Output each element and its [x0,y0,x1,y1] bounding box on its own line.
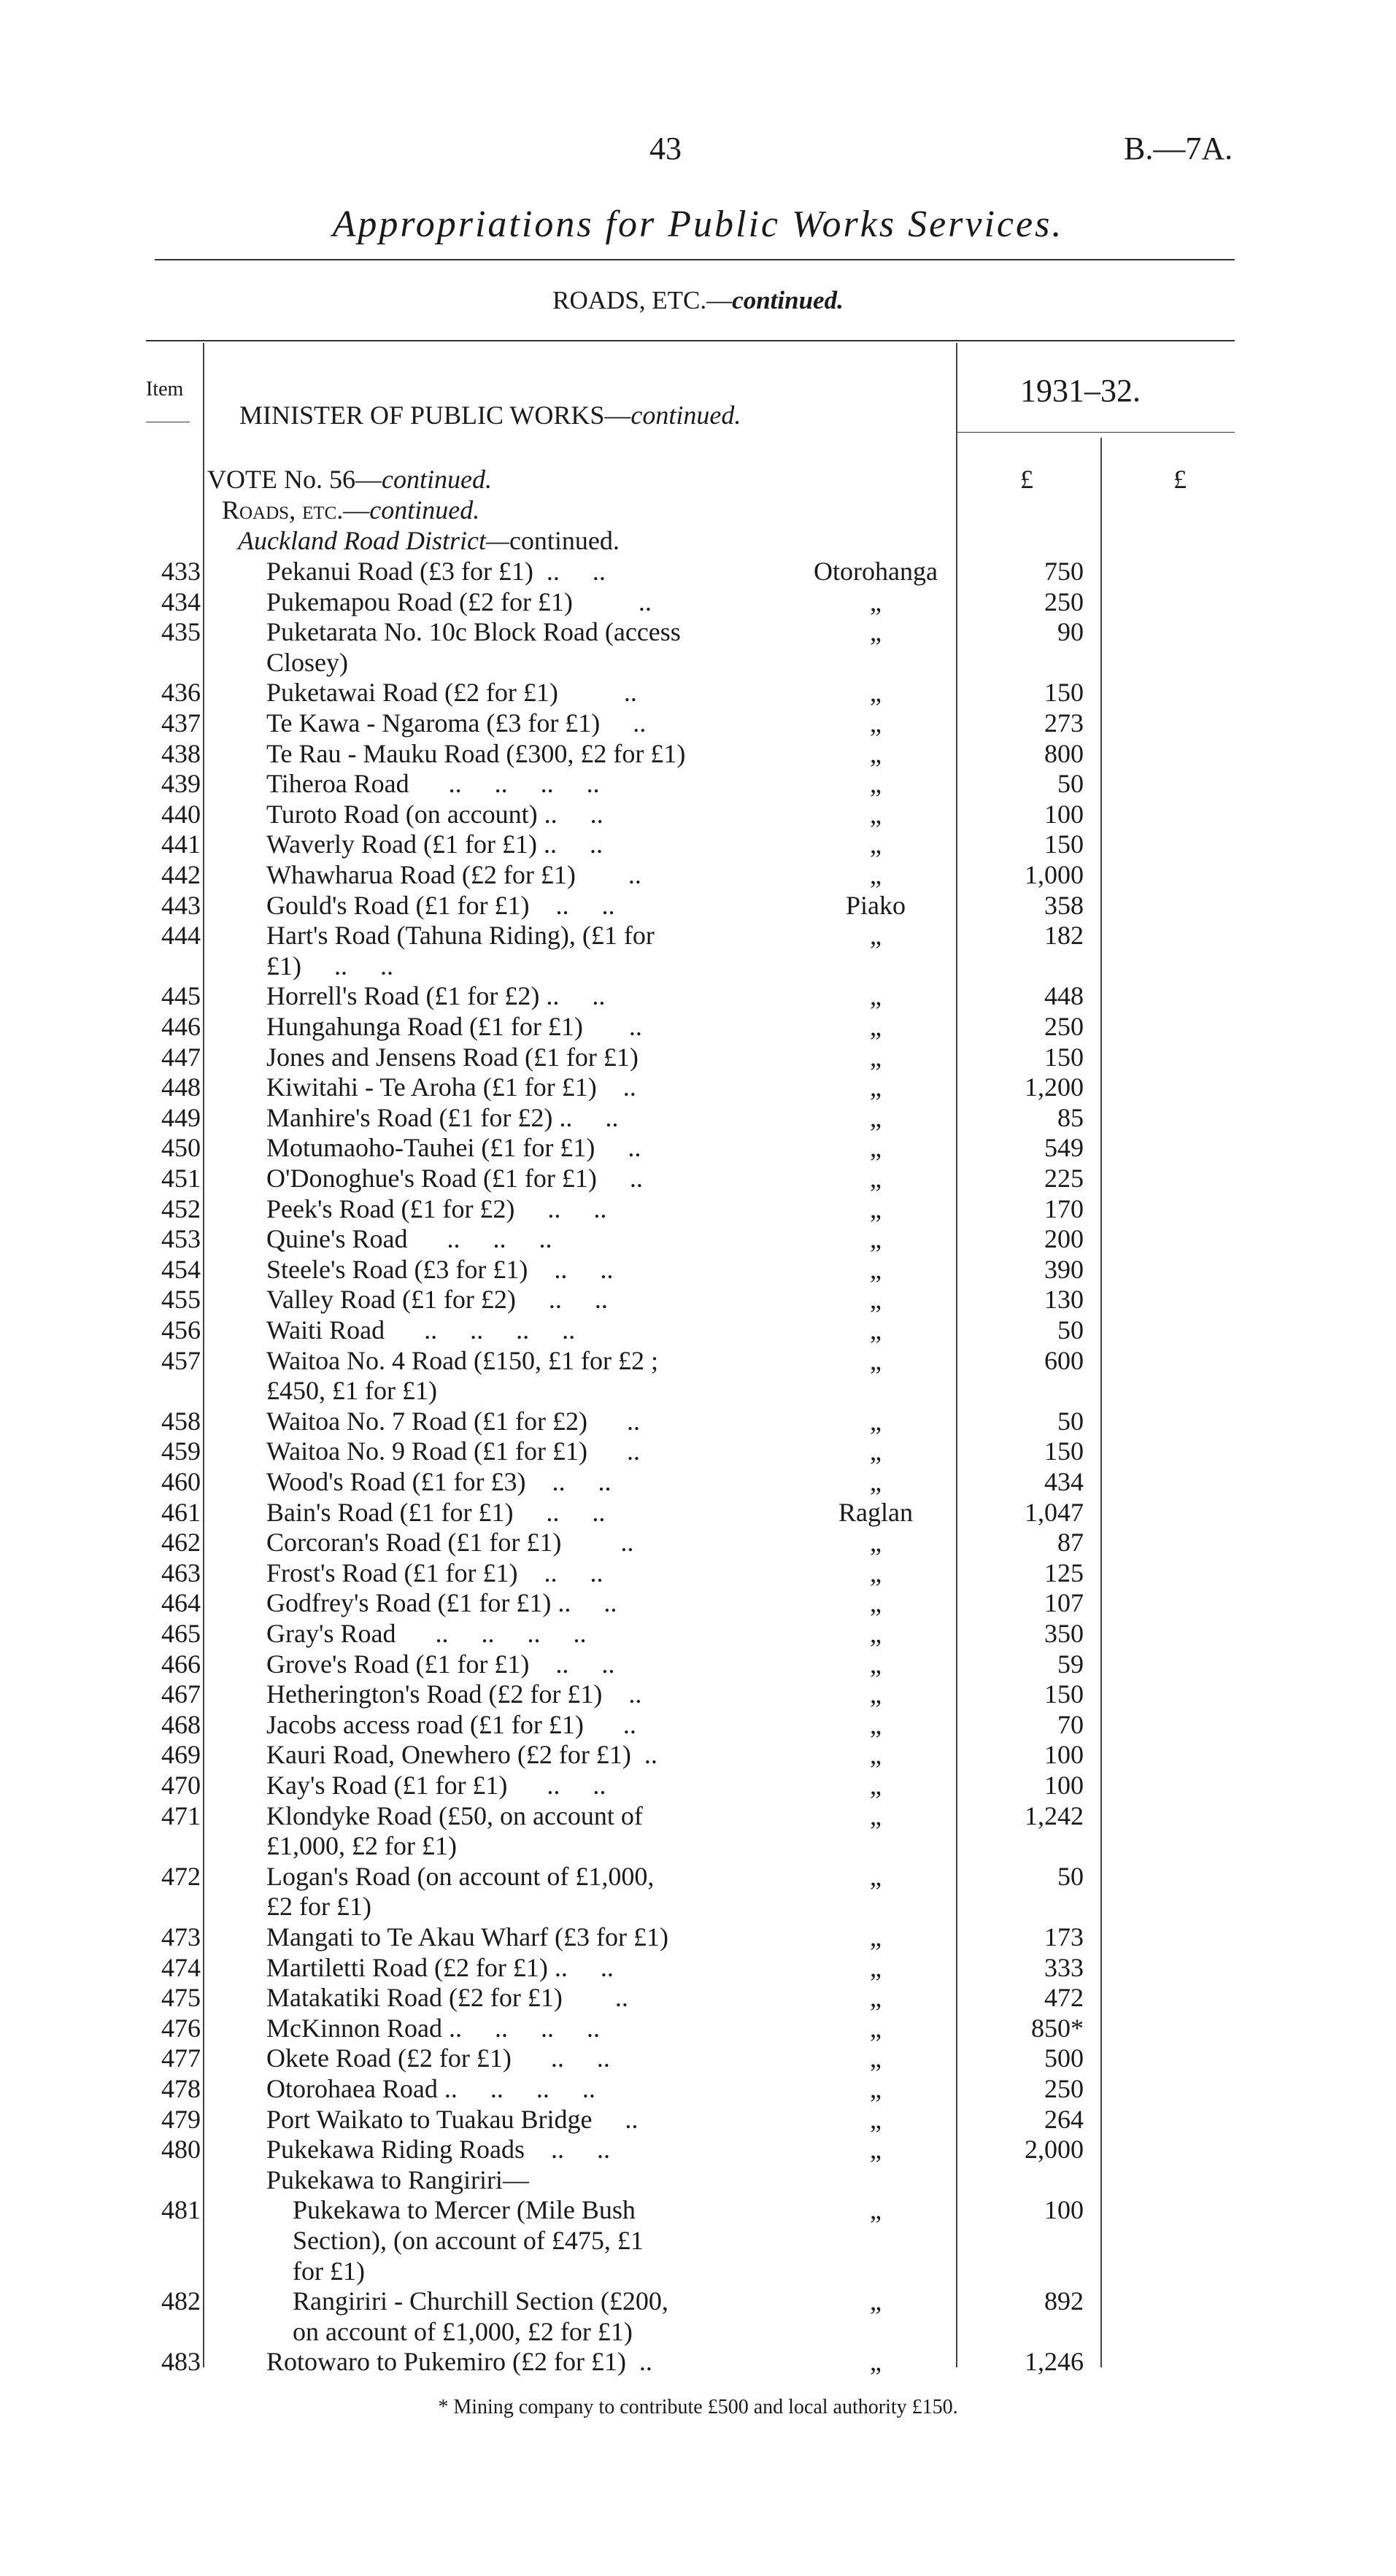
item-district: „ [870,587,882,616]
table-row [0,1436,1396,1466]
district-heading [238,525,620,556]
item-description: Te Rau - Mauku Road (£300, £2 for £1) [266,738,686,768]
item-number: 482 [161,2286,201,2316]
item-amount: 358 [1044,890,1084,920]
item-district: „ [870,1771,882,1800]
item-number: 465 [161,1619,201,1648]
item-description: on account of £1,000, £2 for £1) [266,2316,633,2346]
table-row [0,1132,1396,1163]
item-number: 476 [161,2013,201,2043]
roads-label: Roads, etc.— [222,495,370,525]
item-amount: 1,000 [1025,860,1084,889]
item-amount: 90 [1057,617,1084,647]
item-amount: 100 [1044,1740,1084,1770]
item-district: „ [870,1345,882,1375]
item-description: Turoto Road (on account) .. .. [266,799,603,829]
table-row [0,951,1396,981]
year-header: 1931–32. [1020,373,1141,409]
item-district: „ [870,2195,882,2225]
table-row [0,2225,1396,2256]
table-row [0,708,1396,738]
item-district: „ [870,1740,882,1770]
item-district: „ [870,1315,882,1345]
item-district: „ [870,2135,882,2165]
item-amount: 1,246 [1025,2347,1084,2377]
item-description: £2 for £1) [266,1892,371,1922]
page-number: 43 [649,131,682,166]
item-description: Klondyke Road (£50, on account of [266,1801,643,1830]
item-description: Rotowaro to Pukemiro (£2 for £1) .. [266,2347,652,2377]
item-district: Piako [845,890,906,920]
table-row [0,1315,1396,1345]
item-number: 475 [161,1983,201,2013]
item-description: Frost's Road (£1 for £1) .. .. [266,1558,603,1587]
item-description: Pukekawa to Rangiriri— [266,2165,529,2194]
item-description: Bain's Road (£1 for £1) .. .. [266,1497,606,1527]
table-row [0,2316,1396,2347]
item-description: for £1) [266,2256,365,2286]
item-amount: 448 [1044,981,1084,1011]
table-row [0,1102,1396,1133]
item-description: Mangati to Te Akau Wharf (£3 for £1) [266,1922,669,1952]
item-description: Motumaoho-Tauhei (£1 for £1) .. [266,1133,641,1163]
item-amount: 200 [1044,1224,1084,1254]
table-row [0,1072,1396,1102]
table-row [0,1587,1396,1618]
section-main: ROADS, ETC.— [552,286,733,314]
item-number: 463 [161,1558,201,1587]
item-amount: 273 [1044,708,1084,738]
item-district: „ [870,1224,882,1254]
table-row [0,1011,1396,1042]
item-number: 459 [161,1436,201,1466]
item-description: Steele's Road (£3 for £1) .. .. [266,1254,614,1284]
item-district: „ [870,1285,882,1315]
item-number: 437 [161,708,201,738]
item-description: Hetherington's Road (£2 for £1) .. [266,1679,642,1709]
item-description: Pukekawa Riding Roads .. .. [266,2135,610,2165]
item-district: „ [870,1133,882,1163]
document-reference: B.—7A. [1124,131,1233,166]
item-description: Pekanui Road (£3 for £1) .. .. [266,557,606,586]
minister-continued: continued. [630,401,741,430]
item-amount: 59 [1057,1649,1084,1679]
table-row [0,1770,1396,1801]
item-number: 449 [161,1102,201,1132]
item-number: 451 [161,1164,201,1193]
item-district: „ [870,981,882,1011]
item-amount: 150 [1044,1042,1084,1072]
item-amount: 100 [1044,799,1084,829]
table-row [0,1163,1396,1194]
item-number: 448 [161,1072,201,1102]
table-row [0,1922,1396,1952]
table-row [0,1497,1396,1528]
item-description: Gould's Road (£1 for £1) .. .. [266,890,615,920]
item-district: „ [870,678,882,708]
table-row [0,2073,1396,2104]
item-number: 470 [161,1771,201,1800]
item-description: Jones and Jensens Road (£1 for £1) [266,1042,639,1072]
item-amount: 250 [1044,2074,1084,2103]
section-heading [0,286,1396,315]
item-amount: 264 [1044,2104,1084,2134]
item-amount: 2,000 [1025,2135,1084,2165]
item-number: 456 [161,1315,201,1345]
item-amount: 150 [1044,1436,1084,1466]
item-number: 479 [161,2104,201,2134]
item-district: „ [870,2043,882,2073]
page-title: Appropriations for Public Works Services. [332,204,1064,245]
item-amount: 250 [1044,587,1084,616]
section-continued: continued. [732,286,844,314]
item-number: 443 [161,890,201,920]
table-row [0,1618,1396,1649]
item-district: „ [870,799,882,829]
item-number: 442 [161,860,201,889]
item-number: 457 [161,1345,201,1375]
item-number: 472 [161,1861,201,1891]
item-description: Martiletti Road (£2 for £1) .. .. [266,1952,614,1982]
item-description: Quine's Road .. .. .. [266,1224,552,1254]
item-number: 471 [161,1801,201,1830]
district-continued: continued. [509,526,620,555]
item-number: 460 [161,1467,201,1496]
item-amount: 87 [1057,1528,1084,1558]
item-number: 446 [161,1012,201,1041]
item-amount: 107 [1044,1588,1084,1618]
item-district: „ [870,1102,882,1132]
minister-heading [239,400,741,430]
item-number: 440 [161,799,201,829]
minister-label: MINISTER OF PUBLIC WORKS— [239,401,631,430]
item-amount: 150 [1044,829,1084,859]
item-number: 474 [161,1952,201,1982]
item-description: Pukekawa to Mercer (Mile Bush [266,2195,636,2225]
table-row [0,677,1396,708]
item-district: „ [870,1254,882,1284]
item-description: Kay's Road (£1 for £1) .. .. [266,1771,606,1800]
item-district: „ [870,1012,882,1041]
item-description: Valley Road (£1 for £2) .. .. [266,1285,608,1315]
currency-header-2: £ [1173,465,1187,494]
item-description: Okete Road (£2 for £1) .. .. [266,2043,610,2073]
table-row [0,1891,1396,1922]
item-description: Gray's Road .. .. .. .. [266,1619,587,1648]
item-number: 477 [161,2043,201,2073]
item-district: „ [870,860,882,889]
table-row [0,1406,1396,1436]
table-row [0,1527,1396,1558]
table-row [0,1679,1396,1709]
item-description: £450, £1 for £1) [266,1376,437,1406]
item-district: „ [870,1558,882,1587]
item-description: Closey) [266,647,348,677]
item-number: 469 [161,1740,201,1770]
table-row [0,1375,1396,1406]
district-label: Auckland Road District— [238,526,509,555]
table-row [0,1345,1396,1376]
item-district: „ [870,738,882,768]
item-description: O'Donoghue's Road (£1 for £1) .. [266,1164,643,1193]
item-district: „ [870,1042,882,1072]
item-description: Logan's Road (on account of £1,000, [266,1861,655,1891]
item-description: Section), (on account of £475, £1 [266,2226,644,2255]
table-row [0,2194,1396,2225]
item-district: „ [870,829,882,859]
item-district: „ [870,617,882,647]
footnote: * Mining company to contribute £500 and local authority £150. [438,2396,958,2418]
table-row [0,1042,1396,1072]
item-amount: 1,047 [1025,1497,1084,1527]
item-amount: 150 [1044,1679,1084,1709]
item-amount: 85 [1057,1102,1084,1132]
table-row [0,1709,1396,1740]
item-description: Manhire's Road (£1 for £2) .. .. [266,1102,619,1132]
table-row [0,2043,1396,2073]
item-number: 473 [161,1922,201,1952]
item-amount: 225 [1044,1164,1084,1193]
item-description: Puketawai Road (£2 for £1) .. [266,678,637,708]
item-description: Port Waikato to Tuakau Bridge .. [266,2104,639,2134]
item-number: 447 [161,1042,201,1072]
item-amount: 434 [1044,1467,1084,1496]
item-description: Waverly Road (£1 for £1) .. .. [266,829,603,859]
table-row [0,1739,1396,1770]
table-row [0,1861,1396,1892]
item-number: 481 [161,2195,201,2225]
item-amount: 182 [1044,921,1084,951]
item-description: Jacobs access road (£1 for £1) .. [266,1709,636,1739]
item-district: „ [870,1194,882,1223]
item-district: „ [870,1679,882,1709]
item-description: Hart's Road (Tahuna Riding), (£1 for [266,921,655,951]
item-amount: 892 [1044,2286,1084,2316]
item-description: Kauri Road, Onewhero (£2 for £1) .. [266,1740,657,1770]
item-amount: 70 [1057,1709,1084,1739]
currency-header-1: £ [1020,465,1033,494]
item-district: „ [870,2013,882,2043]
item-district: „ [870,921,882,951]
item-amount: 150 [1044,678,1084,708]
item-number: 441 [161,829,201,859]
item-description: Horrell's Road (£1 for £2) .. .. [266,981,606,1011]
item-description: Te Kawa - Ngaroma (£3 for £1) .. [266,708,647,738]
table-row [0,980,1396,1011]
item-description: Puketarata No. 10c Block Road (access [266,617,681,647]
table-row [0,1284,1396,1315]
item-district: „ [870,1436,882,1466]
item-description: Rangiriri - Churchill Section (£200, [266,2286,668,2316]
item-district: „ [870,2074,882,2103]
item-number: 444 [161,921,201,951]
table-row [0,799,1396,829]
table-top-rule [146,340,1235,341]
table-row [0,1982,1396,2013]
item-district: „ [870,1588,882,1618]
item-district: „ [870,2286,882,2316]
item-number: 433 [161,557,201,586]
table-row [0,2286,1396,2316]
item-district: „ [870,1528,882,1558]
item-description: Kiwitahi - Te Aroha (£1 for £1) .. [266,1072,636,1102]
item-amount: 50 [1057,1861,1084,1891]
item-description: Grove's Road (£1 for £1) .. .. [266,1649,615,1679]
item-number: 483 [161,2347,201,2377]
table-row [0,2134,1396,2165]
item-description: Waiti Road .. .. .. .. [266,1315,576,1345]
item-number: 438 [161,738,201,768]
item-district: „ [870,1406,882,1436]
table-row [0,1830,1396,1861]
item-amount: 750 [1044,557,1084,586]
item-description: Pukemapou Road (£2 for £1) .. [266,587,652,616]
item-number: 452 [161,1194,201,1223]
item-amount: 500 [1044,2043,1084,2073]
item-amount: 125 [1044,1558,1084,1587]
table-row [0,920,1396,951]
vote-label: VOTE No. 56— [207,465,382,494]
item-amount: 600 [1044,1345,1084,1375]
table-row [0,2013,1396,2043]
table-row [0,587,1396,617]
item-district: „ [870,708,882,738]
item-number: 435 [161,617,201,647]
item-number: 468 [161,1709,201,1739]
item-district: „ [870,2347,882,2377]
item-amount: 549 [1044,1133,1084,1163]
item-amount: 50 [1057,769,1084,799]
item-number: 464 [161,1588,201,1618]
item-district: „ [870,1801,882,1830]
table-row [0,616,1396,647]
item-district: „ [870,769,882,799]
item-amount: 130 [1044,1285,1084,1315]
item-district: „ [870,1952,882,1982]
item-number: 434 [161,587,201,616]
item-district: „ [870,1983,882,2013]
item-description: Wood's Road (£1 for £3) .. .. [266,1467,612,1496]
item-amount: 1,200 [1025,1072,1084,1102]
item-district: „ [870,1922,882,1952]
item-district: „ [870,2104,882,2134]
item-amount: 800 [1044,738,1084,768]
item-number: 436 [161,678,201,708]
item-amount: 100 [1044,2195,1084,2225]
table-row [0,768,1396,799]
table-row [0,1254,1396,1285]
item-number: 467 [161,1679,201,1709]
item-amount: 170 [1044,1194,1084,1223]
item-description: Waitoa No. 9 Road (£1 for £1) .. [266,1436,640,1466]
item-amount: 173 [1044,1922,1084,1952]
year-header-rule [956,432,1235,433]
roads-heading [222,495,479,525]
item-number: 455 [161,1285,201,1315]
item-amount: 50 [1057,1406,1084,1436]
table-row [0,1952,1396,1983]
item-district: Raglan [838,1497,913,1527]
item-district: „ [870,1649,882,1679]
table-row [0,556,1396,587]
table-row [0,890,1396,921]
table-row [0,2256,1396,2286]
item-district: „ [870,1072,882,1102]
item-description: McKinnon Road .. .. .. .. [266,2013,600,2043]
table-row [0,1194,1396,1224]
item-amount: 333 [1044,1952,1084,1982]
table-row [0,859,1396,890]
item-description: Tiheroa Road .. .. .. .. [266,769,600,799]
table-row [0,647,1396,678]
table-row [0,1558,1396,1588]
item-district: „ [870,1709,882,1739]
item-description: Matakatiki Road (£2 for £1) .. [266,1983,628,2013]
item-column-header: Item [146,378,184,401]
item-amount: 472 [1044,1983,1084,2013]
item-number: 454 [161,1254,201,1284]
item-number: 466 [161,1649,201,1679]
item-number: 445 [161,981,201,1011]
item-amount: 50 [1057,1315,1084,1345]
table-row [0,1466,1396,1497]
item-amount: 250 [1044,1012,1084,1041]
item-description: Waitoa No. 4 Road (£150, £1 for £2 ; [266,1345,659,1375]
vote-continued: continued. [381,465,492,494]
table-row [0,1223,1396,1254]
title-rule [155,259,1235,260]
item-amount: 1,242 [1025,1801,1084,1830]
item-number: 462 [161,1528,201,1558]
table-row [0,829,1396,859]
item-amount: 100 [1044,1771,1084,1800]
item-district: Otorohanga [814,557,938,586]
table-row [0,2104,1396,2135]
item-description: Hungahunga Road (£1 for £1) .. [266,1012,642,1041]
item-amount: 850* [1031,2013,1084,2043]
table-row [0,738,1396,769]
item-description: Peek's Road (£1 for £2) .. .. [266,1194,607,1223]
item-description: Godfrey's Road (£1 for £1) .. .. [266,1588,617,1618]
item-number: 450 [161,1133,201,1163]
table-row [0,2346,1396,2377]
item-description: £1) .. .. [266,951,393,980]
item-amount: 390 [1044,1254,1084,1284]
table-row [0,1649,1396,1679]
roads-continued: continued. [369,495,480,525]
table-row [0,1801,1396,1831]
item-description: Corcoran's Road (£1 for £1) .. [266,1528,634,1558]
item-district: „ [870,1467,882,1496]
item-number: 461 [161,1497,201,1527]
item-description: Waitoa No. 7 Road (£1 for £2) .. [266,1406,640,1436]
item-number: 453 [161,1224,201,1254]
item-district: „ [870,1619,882,1648]
item-description: Whawharua Road (£2 for £1) .. [266,860,641,889]
table-row [0,2165,1396,2195]
item-number: 458 [161,1406,201,1436]
item-description: £1,000, £2 for £1) [266,1831,457,1861]
item-amount: 350 [1044,1619,1084,1648]
item-number: 478 [161,2074,201,2103]
item-number: 480 [161,2135,201,2165]
item-description: Otorohaea Road .. .. .. .. [266,2074,595,2103]
item-number: 439 [161,769,201,799]
vote-heading [207,464,492,495]
item-district: „ [870,1164,882,1193]
item-district: „ [870,1861,882,1891]
